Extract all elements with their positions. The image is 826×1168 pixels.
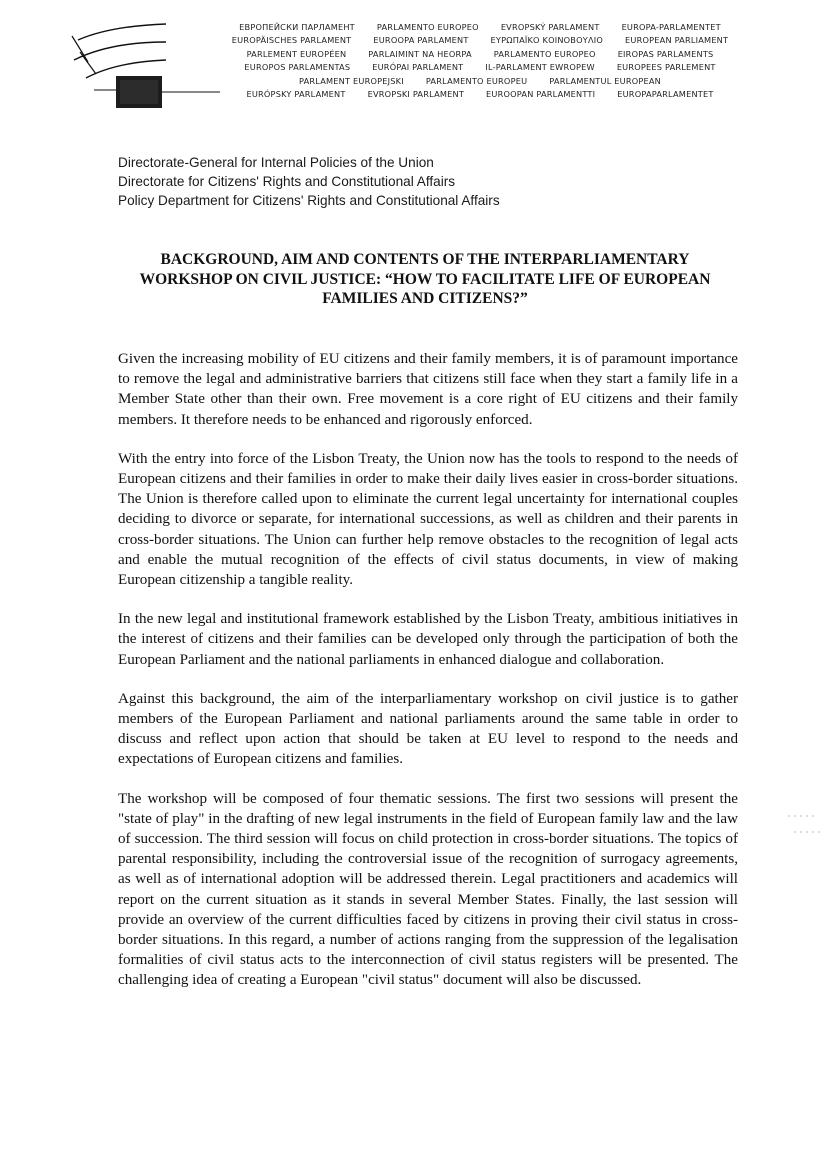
parliament-name: EIROPAS PARLAMENTS <box>617 48 714 59</box>
parliament-name: EUROPAPARLAMENTET <box>617 88 714 99</box>
parliament-name: PARLAMENTO EUROPEO <box>376 22 479 32</box>
names-row-6 <box>210 89 750 102</box>
paragraph: In the new legal and institutional framework established by the Lisbon Treaty, ambitious initiatives in the interest of citizens and their families can be developed only through the participation of both the European Parliament and the national parliaments in enhanced dialogue and collaboration. <box>118 611 738 668</box>
parliament-name: EURÓPAI PARLAMENT <box>372 62 464 73</box>
parliament-name: EUROPOS PARLAMENTAS <box>244 62 351 73</box>
parliament-name: EUROPÄISCHES PARLAMENT <box>231 35 352 46</box>
directorate-block <box>118 153 500 210</box>
parliament-name: PARLAIMINT NA HEORPA <box>368 48 472 59</box>
names-row-3 <box>210 49 750 62</box>
parliament-name: PARLAMENTO EUROPEU <box>425 75 528 86</box>
names-row-2 <box>210 35 750 48</box>
title-line-1: BACKGROUND, AIM AND CONTENTS OF THE INTERPARLIAMENTARY <box>160 251 690 268</box>
european-parliament-logo <box>70 12 230 112</box>
document-title <box>100 250 750 309</box>
title-line-2: WORKSHOP ON CIVIL JUSTICE: “HOW TO FACILITATE LIFE OF EUROPEAN <box>139 270 711 288</box>
parliament-name: EVROPSKI PARLAMENT <box>367 88 465 99</box>
parliament-name: EURÓPSKY PARLAMENT <box>246 88 346 99</box>
document-body <box>118 349 738 1010</box>
paragraph: With the entry into force of the Lisbon Treaty, the Union now has the tools to respond to the needs of European citizens and their families in order to make their daily lives easier in cross-border situations. The Union is therefore called upon to eliminate the current legal uncertainty for international couples deciding to divorce or separate, for international successions, as well as children and their parents in cross-border situations. The Union can further help remove obstacles to the recognition of legal acts and enable the mutual recognition of the effects of civil status documents, in view of making European citizenship a tangible reality. <box>118 450 738 589</box>
parliament-name: PARLAMENTO EUROPEO <box>493 48 596 59</box>
directorate-general-line: Directorate-General for Internal Policies of the Union <box>118 155 434 170</box>
directorate-line: Directorate for Citizens' Rights and Constitutional Affairs <box>118 174 456 189</box>
parliament-name: PARLAMENTUL EUROPEAN <box>549 75 661 86</box>
names-row-4 <box>210 62 750 75</box>
names-row-1 <box>210 22 750 35</box>
parliament-name: IL-PARLAMENT EWROPEW <box>485 62 595 73</box>
parliament-name: EUROPA-PARLAMENTET <box>621 22 721 32</box>
parliament-name: EUROPEES PARLEMENT <box>616 62 716 73</box>
parliament-name: EVROPSKÝ PARLAMENT <box>500 22 600 32</box>
parliament-name: PARLAMENT EUROPEJSKI <box>298 75 404 86</box>
policy-department-line: Policy Department for Citizens' Rights and Constitutional Affairs <box>118 193 500 208</box>
parliament-name: EUROPEAN PARLIAMENT <box>625 35 729 46</box>
scan-margin-marks <box>786 812 822 842</box>
paragraph: The workshop will be composed of four thematic sessions. The first two sessions will present the "state of play" in the drafting of new legal instruments in the field of European family law and the law of succession. The third session will focus on child protection in cross-border situations. The topics of parental responsibility, including the controversial issue of the recognition of surrogacy agreements, as well as of international adoption will be addressed therein. Legal practitioners and academics will report on the current situation as it stands in several Member States. Finally, the last session will provide an overview of the current difficulties faced by citizens in proving their civil status in cross-border situations. In this regard, a number of actions ranging from the suppression of the legalisation formalities of civil status acts to the interconnection of civil status registers will be presented. The challenging idea of creating a European "civil status" document will also be discussed. <box>118 790 738 989</box>
parliament-name: EUROOPAN PARLAMENTTI <box>486 88 596 99</box>
title-line-3: FAMILIES AND CITIZENS?” <box>322 290 528 307</box>
parliament-name: PARLEMENT EUROPÉEN <box>246 48 347 59</box>
parliament-name: ΕΥΡΩΠΑΪΚΟ ΚΟΙΝΟΒΟΥΛΙΟ <box>490 35 604 46</box>
paragraph: Against this background, the aim of the interparliamentary workshop on civil justice is to gather members of the European Parliament and national parliaments around the same table in order to discuss and reflect upon action that should be taken at EU level to respond to the needs and expectations of European citizens and families. <box>118 690 738 768</box>
paragraph: Given the increasing mobility of EU citizens and their family members, it is of paramount importance to remove the legal and administrative barriers that citizens still face when they start a family life in a Member State other than their own. Free movement is a core right of EU citizens and their family members. It therefore needs to be enhanced and rigorously enforced. <box>118 351 738 428</box>
names-row-5 <box>210 76 750 89</box>
parliament-names-block <box>210 22 750 102</box>
parliament-name: EUROOPA PARLAMENT <box>373 35 469 46</box>
parliament-name: ЕВРОПЕЙСКИ ПАРЛАМЕНТ <box>239 22 355 32</box>
